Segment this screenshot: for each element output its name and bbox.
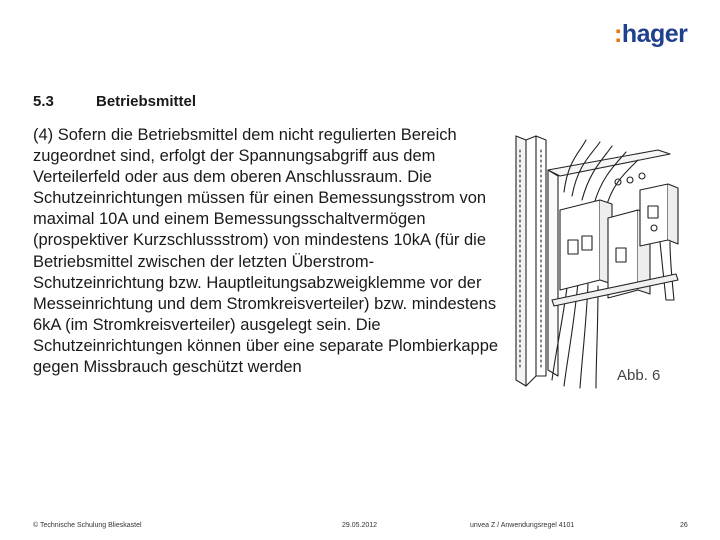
body-paragraph: (4) Sofern die Betriebsmittel dem nicht regulierten Bereich zugeordnet sind, erfolgt der Spannungsabgriff aus dem Verteilerfeld oder aus dem oberen Anschlussraum. Die Schutzeinrichtungen müssen für einen Bemessungsstrom von maximal 10A und einem Bemessungsschaltvermögen (prospektiver Kurzschlussstrom) von mindestens 10kA (für die Betriebsmittel zwischen der letzten Überstrom-Schutzeinrichtung bzw. Hauptleitungsabzweigklemme vor der Messeinrichtung und dem Stromkreisverteiler) bzw. mindestens 6kA (im Stromkreisverteiler) ausgelegt sein. Die Schutzeinrichtungen können über eine separate Plombierkappe gegen Missbrauch geschützt werden [33, 126, 499, 377]
figure-caption: Abb. 6 [617, 367, 661, 384]
section-number: 5.3 [33, 93, 54, 110]
distribution-panel-illustration-icon [508, 130, 690, 392]
logo-dots: : [614, 20, 622, 48]
footer-copyright: © Technische Schulung Blieskastel [33, 522, 142, 529]
footer-date: 29.05.2012 [342, 522, 378, 529]
hager-logo [614, 22, 687, 47]
section-title: Betriebsmittel [96, 93, 197, 110]
footer-document-ref: unvea Z / Anwendungsregel 4101 [470, 522, 575, 529]
logo-text: hager [621, 20, 688, 48]
footer-page-number: 26 [680, 522, 688, 529]
distribution-panel-figure [508, 130, 690, 392]
